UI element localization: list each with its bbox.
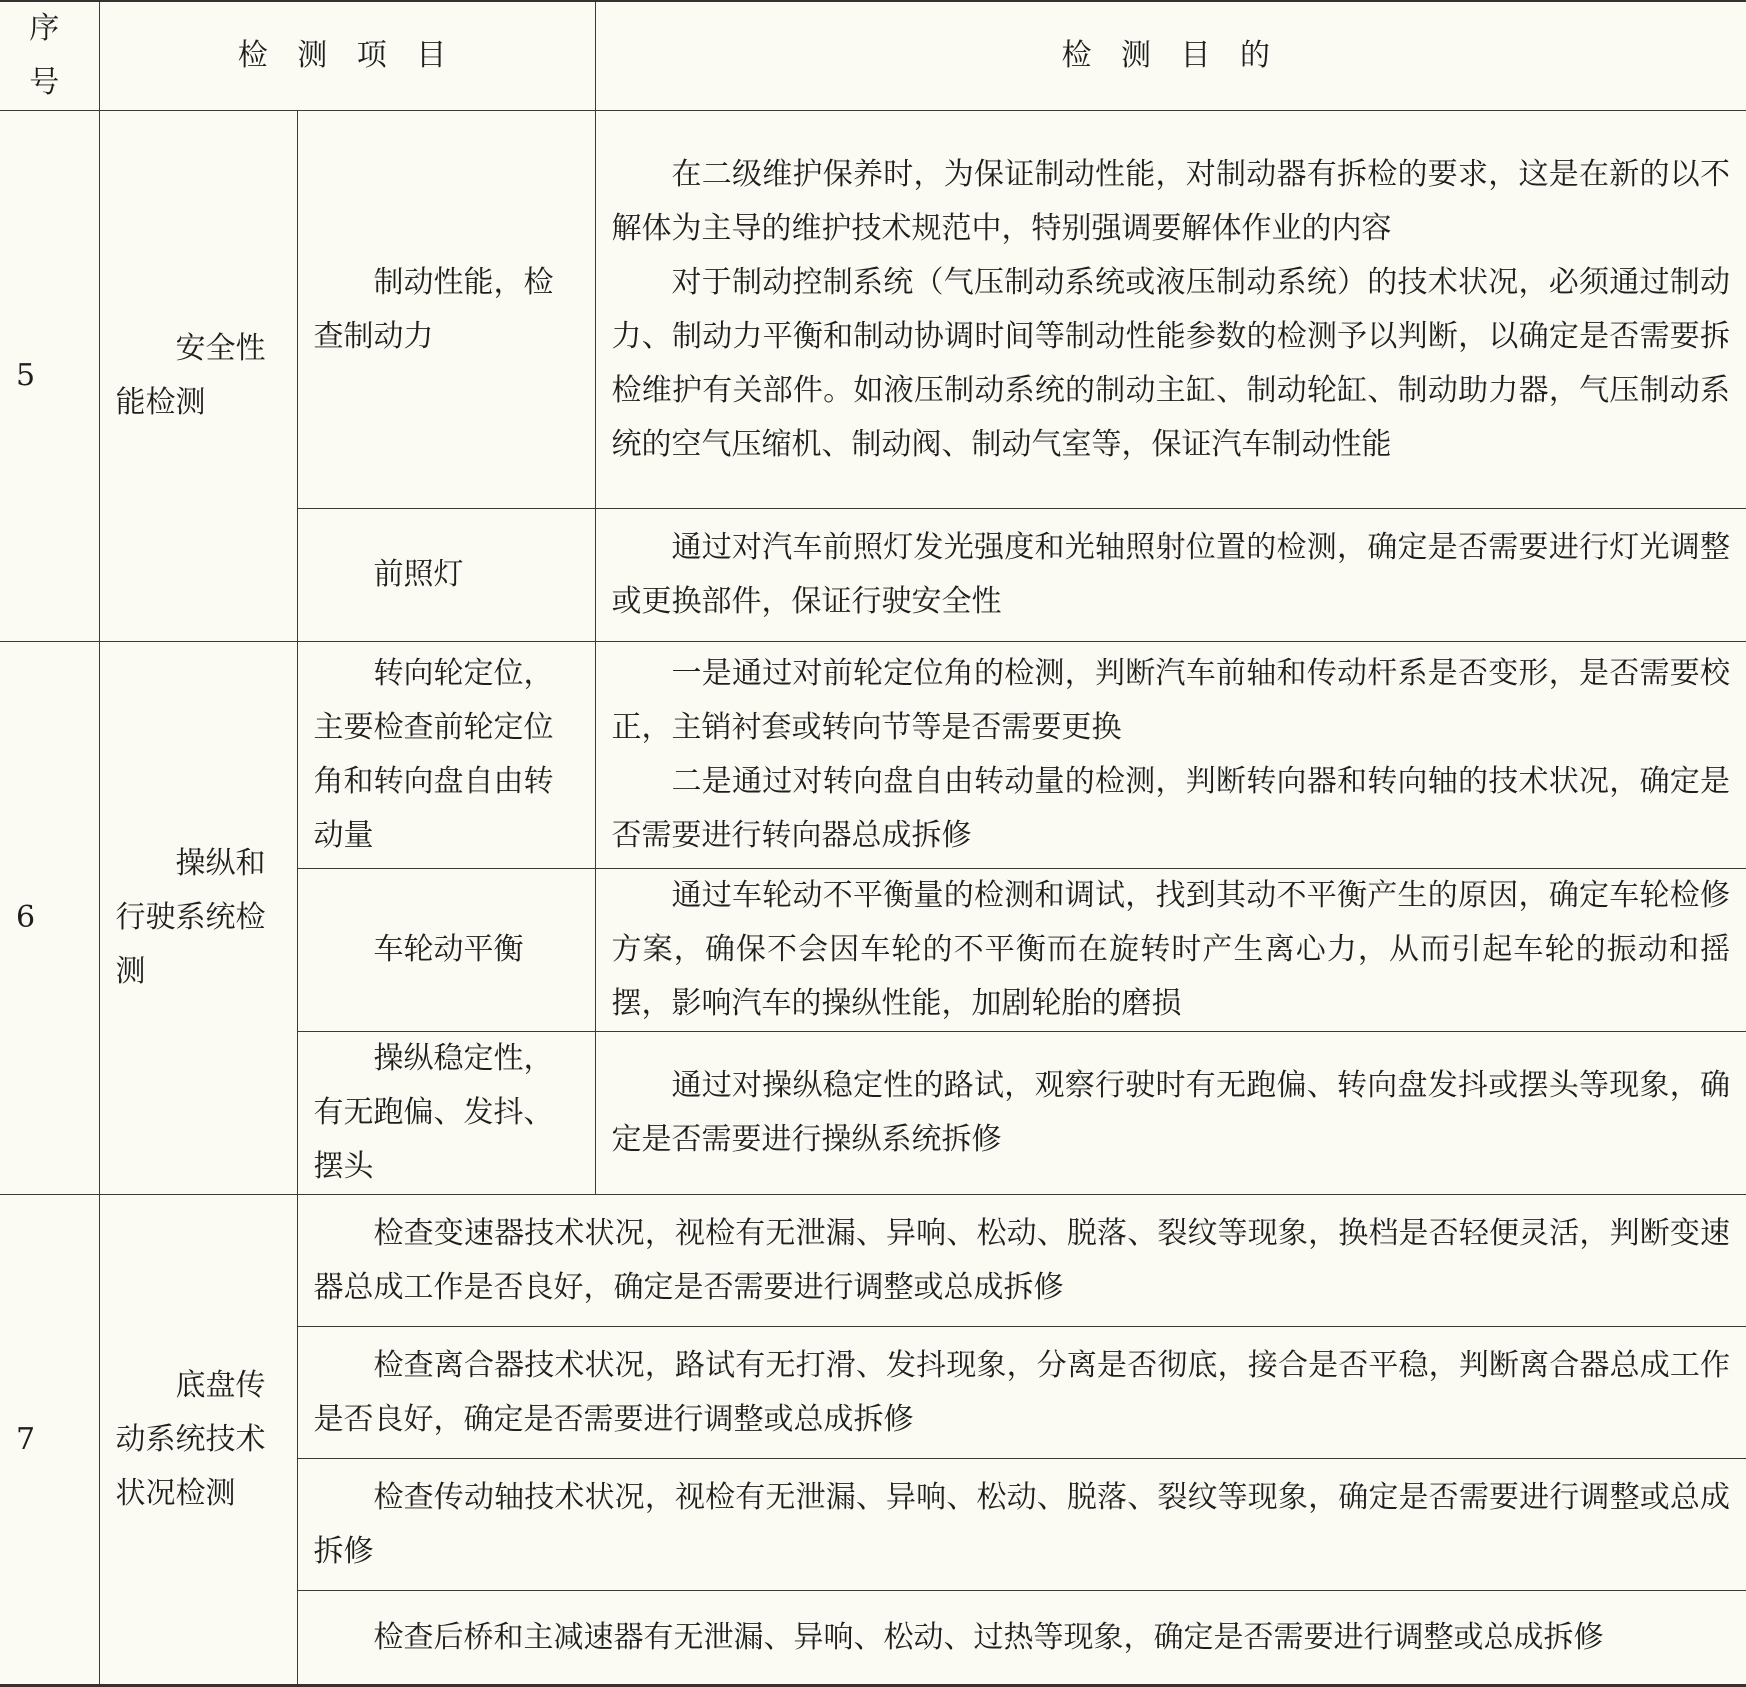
purpose-cell <box>595 509 1746 642</box>
purpose-paragraph: 通过对汽车前照灯发光强度和光轴照射位置的检测，确定是否需要进行灯光调整或更换部件，保证行驶安全性 <box>611 530 1731 619</box>
item-cell <box>297 111 595 509</box>
purpose-paragraph: 在二级维护保养时，为保证制动性能，对制动器有拆检的要求，这是在新的以不解体为主导的维护技术规范中，特别强调要解体作业的内容 <box>611 156 1731 246</box>
purpose-cell <box>595 869 1746 1032</box>
row-number: 6 <box>0 642 99 1195</box>
item-cell <box>297 642 595 869</box>
category-text: 安全性能检测 <box>115 331 266 420</box>
table-row <box>0 111 1746 509</box>
check-cell <box>297 1591 1746 1686</box>
item-cell <box>297 509 595 642</box>
check-cell <box>297 1459 1746 1591</box>
header-purpose: 检 测 目 的 <box>595 1 1746 111</box>
check-paragraph: 检查后桥和主减速器有无泄漏、异响、松动、过热等现象，确定是否需要进行调整或总成拆修 <box>373 1619 1604 1655</box>
check-paragraph: 检查离合器技术状况，路试有无打滑、发抖现象，分离是否彻底，接合是否平稳，判断离合器总成工作是否良好，确定是否需要进行调整或总成拆修 <box>313 1347 1731 1437</box>
category-cell <box>99 1195 297 1686</box>
purpose-paragraph: 二是通过对转向盘自由转动量的检测，判断转向器和转向轴的技术状况，确定是否需要进行转向器总成拆修 <box>611 764 1731 853</box>
purpose-cell <box>595 642 1746 869</box>
row-number: 7 <box>0 1195 99 1686</box>
purpose-paragraph: 通过对操纵稳定性的路试，观察行驶时有无跑偏、转向盘发抖或摆头等现象，确定是否需要进行操纵系统拆修 <box>611 1068 1731 1157</box>
check-cell <box>297 1195 1746 1327</box>
category-cell <box>99 111 297 642</box>
table-row <box>0 1195 1746 1327</box>
check-cell <box>297 1327 1746 1459</box>
item-text: 车轮动平衡 <box>373 932 524 967</box>
category-text: 底盘传动系统技术状况检测 <box>115 1367 266 1511</box>
purpose-paragraph: 一是通过对前轮定位角的检测，判断汽车前轴和传动杆系是否变形，是否需要校正，主销衬套或转向节等是否需要更换 <box>611 656 1731 745</box>
header-no: 序号 <box>0 1 99 111</box>
item-text: 制动性能，检查制动力 <box>313 264 554 354</box>
category-text: 操纵和行驶系统检测 <box>115 846 266 989</box>
item-text: 转向轮定位，主要检查前轮定位角和转向盘自由转动量 <box>313 656 554 853</box>
table-row <box>0 642 1746 869</box>
item-cell <box>297 1032 595 1195</box>
purpose-paragraph: 对于制动控制系统（气压制动系统或液压制动系统）的技术状况，必须通过制动力、制动力平衡和制动协调时间等制动性能参数的检测予以判断，以确定是否需要拆检维护有关部件。如液压制动系统的制动主缸、制动轮缸、制动助力器，气压制动系统的空气压缩机、制动阀、制动气室等，保证汽车制动性能 <box>611 264 1731 462</box>
item-text: 操纵稳定性，有无跑偏、发抖、摆头 <box>313 1041 554 1184</box>
purpose-cell <box>595 1032 1746 1195</box>
category-cell <box>99 642 297 1195</box>
check-paragraph: 检查变速器技术状况，视检有无泄漏、异响、松动、脱落、裂纹等现象，换档是否轻便灵活，判断变速器总成工作是否良好，确定是否需要进行调整或总成拆修 <box>313 1215 1731 1305</box>
check-paragraph: 检查传动轴技术状况，视检有无泄漏、异响、松动、脱落、裂纹等现象，确定是否需要进行调整或总成拆修 <box>313 1479 1731 1569</box>
purpose-paragraph: 通过车轮动不平衡量的检测和调试，找到其动不平衡产生的原因，确定车轮检修方案，确保不会因车轮的不平衡而在旋转时产生离心力，从而引起车轮的振动和摇摆，影响汽车的操纵性能，加剧轮胎的磨损 <box>611 878 1731 1021</box>
item-cell <box>297 869 595 1032</box>
header-item: 检 测 项 目 <box>99 1 595 111</box>
purpose-cell <box>595 111 1746 509</box>
header-row <box>0 1 1746 111</box>
row-number: 5 <box>0 111 99 642</box>
item-text: 前照灯 <box>373 557 464 592</box>
